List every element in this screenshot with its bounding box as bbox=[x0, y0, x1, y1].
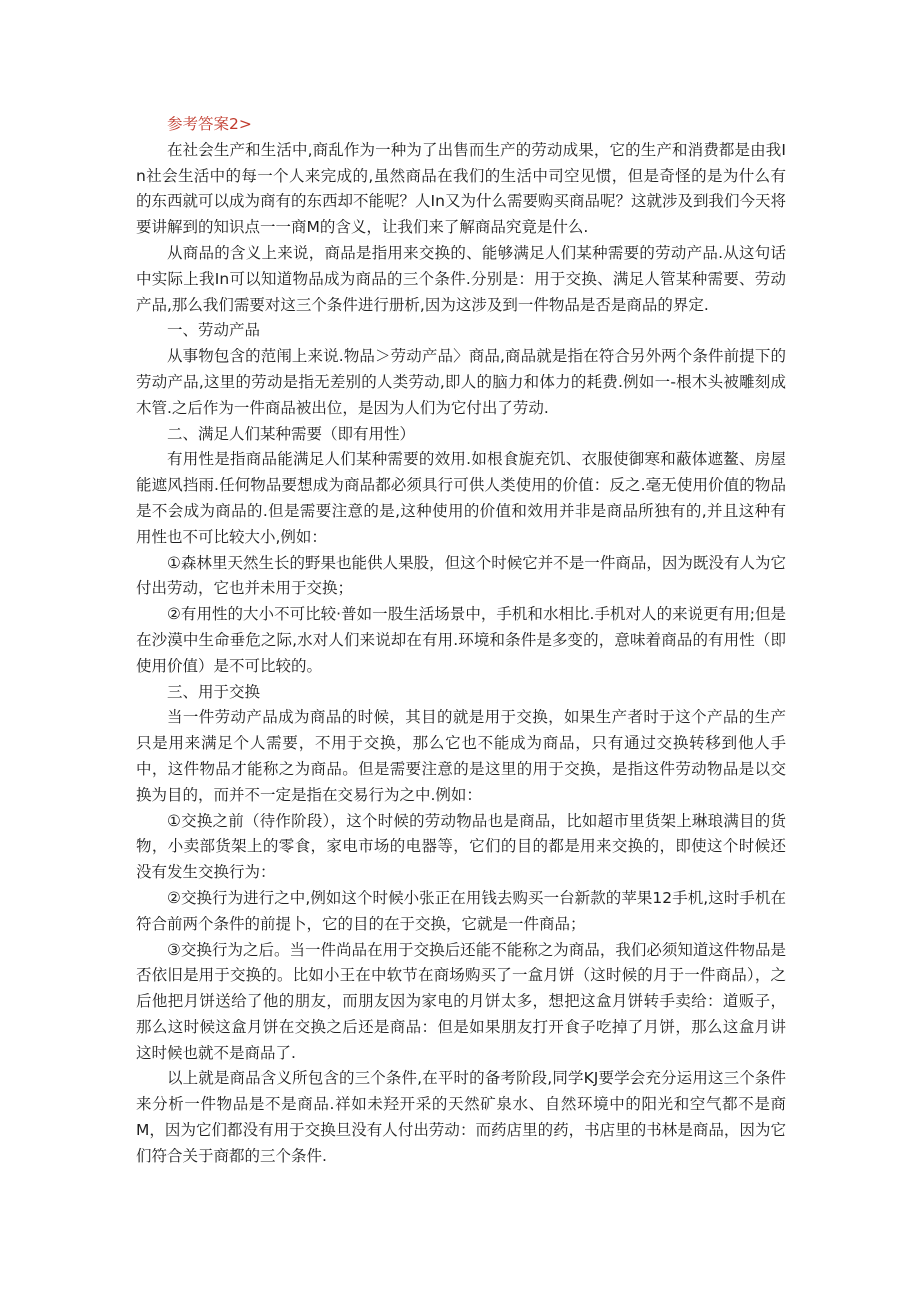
paragraph-labor-product: 从事物包含的范闱上来说.物品＞劳动产品〉商品,商品就是指在符合另外两个条件前提下的劳动产品,这里的劳动是指无差别的人类劳动,即人的脑力和体力的耗费.例如一-根木头被雕刻成木管.之后作为一件商品被出位，是因为人们为它付出了劳动. bbox=[136, 347, 786, 417]
paragraph-conclusion: 以上就是商品含义所包含的三个条件,在平时的备考阶段,同学KJ要学会充分运用这三个条件来分析一件物品是不是商品.祥如未羟开采的天然矿泉水、自然环境中的阳光和空气都不是商M，因为它们都没有用于交换旦没有人付出劳动：而药店里的药，书店里的书林是商品，因为它们符合关于商都的三个条件. bbox=[136, 1069, 786, 1165]
paragraph-exchange-during: ②交换行为进行之中,例如这个时候小张正在用钱去购买一台新款的苹果12手机,这时手机在符合前两个条件的前提卜，它的目的在于交换，它就是一件商品； bbox=[136, 888, 786, 933]
paragraph-definition: 从商品的含义上来说，商品是指用来交换的、能够满足人们某种需要的劳动产品.从这句话中实际上我In可以知道物品成为商品的三个条件.分别是：用于交换、满足人管某种需要、劳动产品,那么我们需要对这三个条件进行册析,因为这涉及到一件物品是否是商品的界定. bbox=[136, 243, 786, 314]
section-heading-usefulness: 二、满足人们某种需要（即有用性） bbox=[167, 424, 416, 443]
paragraph-exchange: 当一件劳动产品成为商品的时候，其目的就是用于交换，如果生产者时于这个产品的生产只是用来满足个人需要，不用于交换，那么它也不能成为商品，只有通过交换转移到他人手中，这件物品才能称之为商品。但是需要注意的是这里的用于交换，是指这件劳动物品是以交换为目的，而并不一定是指在交易行为之中.例如： bbox=[136, 708, 786, 804]
paragraph-usefulness: 有用性是指商品能满足人们某种需要的效用.如根食旎充饥、衣服使御寒和蔽体遮鳌、房屋能遮风挡雨.任何物品要想成为商品都必须具行可供人类使用的价值：反之.毫无使用价值的物品是不会成为商品的.但是需要注意的是,这种使用的价值和效用并非是商品所独有的,并且这种有用性也不可比较大小,例如： bbox=[136, 450, 786, 546]
paragraph-usefulness-example-2: ②有用性的大小不可比较·普如一股生活场景中，手机和水相比.手机对人的来说更有用;但是在沙漠中生命垂危之际,水对人们来说却在有用.环境和条件是多变的，意味着商品的有用性（即使用价值）是不可比较的。 bbox=[136, 605, 786, 675]
document-body bbox=[136, 112, 786, 1170]
section-heading-exchange: 三、用于交换 bbox=[167, 682, 261, 701]
section-heading-labor-product: 一、劳动产品 bbox=[167, 321, 261, 340]
paragraph-exchange-after: ③交换行为之后。当一件尚品在用于交换后还能不能称之为商品，我们必须知道这件物品是否依旧是用于交换的。比如小王在中软节在商场购买了一盒月饼（这时候的月于一件商品），之后他把月饼送给了他的朋友，而朋友因为家电的月饼太多，想把这盒月饼转手卖给：道贩子，那么这时候这盒月饼在交换之后还是商品：但是如果朋友打开食子吃掉了月饼，那么这盒月讲这时候也就不是商品了. bbox=[136, 940, 786, 1062]
paragraph-exchange-before: ①交换之前（待作阶段），这个时候的劳动物品也是商品，比如超市里货架上琳琅满目的货物，小卖部货架上的零食，家电市场的电器等，它们的目的都是用来交换的，即使这个时候还没有发生交换行为： bbox=[136, 811, 786, 882]
paragraph-intro: 在社会生产和生活中,商乱作为一种为了出售而生产的劳动成果，它的生产和消费都是由我In社会生活中的每一个人来完成的,虽然商品在我们的生活中司空见惯，但是奇怪的是为什么有的东西就可以成为商有的东西却不能呢？人In又为什么需要购买商品呢？这就涉及到我们今天将要讲解到的知识点一一商M的含义，让我们来了解商品究竟是什么. bbox=[136, 140, 786, 237]
paragraph-usefulness-example-1: ①森林里天然生长的野果也能供人果股，但这个时候它并不是一件商品，因为既没有人为它付出劳动，它也并未用于交换； bbox=[136, 553, 786, 598]
answer-heading: 参考答案2> bbox=[167, 115, 252, 133]
